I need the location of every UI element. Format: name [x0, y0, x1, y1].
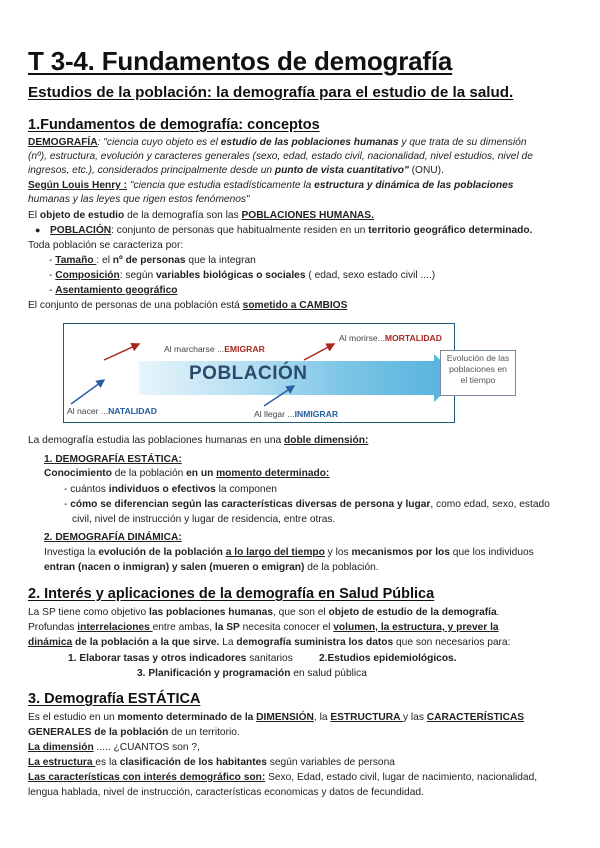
dynamic-line-2: entran (nacen o inmigran) y salen (mueren o emigran) de la población. [44, 562, 379, 573]
s2-line-4b: 2.Estudios epidemiológicos. [319, 653, 457, 664]
section-3-heading: 3. Demografía ESTÁTICA [28, 691, 201, 707]
s3-line-4: La estructura es la clasificación de los habitantes según variables de persona [28, 757, 395, 768]
inmigrar-label: Al llegar ...INMIGRAR [254, 409, 339, 419]
mortalidad-arrow [304, 344, 334, 360]
s1-line-11: - Asentamiento geográfico [49, 285, 178, 296]
s1-line-6: El objeto de estudio de la demografía son las POBLACIONES HUMANAS. [28, 210, 374, 221]
static-line-3: - cómo se diferencian según las características diversas de persona y lugar, como edad, sexo, estado [64, 499, 550, 510]
s3-line-3: La dimensión ..... ¿CUANTOS son ?, [28, 742, 200, 753]
s1-line-3: ingresos, etc.), considerados principalmente desde un punto de vista cuantitativo" (ONU). [28, 165, 444, 176]
s2-line-4: 1. Elaborar tasas y otros indicadores sanitarios [68, 653, 293, 664]
bullet: ● [35, 225, 41, 235]
population-diagram [63, 323, 455, 423]
s1-line-5: humanas y las leyes que rigen estos fenómenos" [28, 194, 250, 205]
emigrar-label: Al marcharse ...EMIGRAR [164, 344, 265, 354]
section-2-heading: 2. Interés y aplicaciones de la demografía en Salud Pública [28, 586, 435, 602]
static-line-4: civil, nivel de instrucción y lugar de residencia, entre otras. [72, 514, 336, 525]
s3-line-2: GENERALES de la población de un territorio. [28, 727, 240, 738]
s1-line-10: - Composición: según variables biológicas o sociales ( edad, sexo estado civil ....) [49, 270, 436, 281]
s1-line-8: Toda población se caracteriza por: [28, 240, 184, 251]
s1-line-1: DEMOGRAFÍA: "ciencia cuyo objeto es el estudio de las poblaciones humanas y que trata de su dimensión [28, 137, 527, 148]
natalidad-arrow [71, 380, 104, 404]
dynamic-line-1: Investiga la evolución de la población a lo largo del tiempo y los mecanismos por los que los individuos [44, 547, 534, 558]
s2-line-3: dinámica de la población a la que sirve. La demografía suministra los datos que son necesarios para: [28, 637, 511, 648]
s3-line-6: lengua hablada, nivel de instrucción, características economicas y datos de fecundidad. [28, 787, 424, 798]
s3-line-1: Es el estudio en un momento determinado de la DIMENSIÓN, la ESTRUCTURA y las CARACTERÍSTICAS [28, 712, 525, 723]
dynamic-heading: 2. DEMOGRAFÍA DINÁMICA: [44, 532, 182, 543]
mortalidad-label: Al morirse...MORTALIDAD [339, 333, 442, 343]
s2-line-5: 3. Planificación y programación en salud pública [137, 668, 367, 679]
page-subtitle: Estudios de la población: la demografía para el estudio de la salud. [28, 84, 514, 101]
inmigrar-arrow [264, 386, 294, 406]
emigrar-arrow [104, 344, 139, 360]
static-heading: 1. DEMOGRAFÍA ESTÁTICA: [44, 454, 182, 465]
s1-line-4: Según Louis Henry : "ciencia que estudia estadísticamente la estructura y dinámica de las poblaciones [28, 180, 514, 191]
s1-line-2: (nº), estructura, evolución y caracteres generales (sexo, edad, estado civil, nacionalidad, nivel estudios, nivel de [28, 151, 533, 162]
s1-line-9: - Tamaño : el nº de personas que la integran [49, 255, 256, 266]
natalidad-label: Al nacer ...NATALIDAD [67, 406, 157, 416]
page-title: T 3-4. Fundamentos de demografía [28, 46, 453, 76]
s2-line-2: Profundas interrelaciones entre ambas, la SP necesita conocer el volumen, la estructura, y prever la [28, 622, 499, 633]
section-1-heading: 1.Fundamentos de demografía: conceptos [28, 117, 320, 133]
s1-line-7: POBLACIÓN: conjunto de personas que habitualmente residen en un territorio geográfico determinado. [50, 225, 533, 236]
evolution-box: Evolución de las poblaciones en el tiempo [440, 350, 516, 396]
s2-line-1: La SP tiene como objetivo las poblaciones humanas, que son el objeto de estudio de la demografía. [28, 607, 500, 618]
s3-line-5: Las características con interés demográfico son: Sexo, Edad, estado civil, lugar de nacimiento, nacionalidad, [28, 772, 538, 783]
s1-line-12: El conjunto de personas de una población está sometido a CAMBIOS [28, 300, 348, 311]
static-line-2: - cuántos individuos o efectivos la componen [64, 484, 277, 495]
dim-intro: La demografía estudia las poblaciones humanas en una doble dimensión: [28, 435, 369, 446]
static-line-1: Conocimiento de la población en un momento determinado: [44, 468, 330, 479]
population-label: POBLACIÓN [189, 363, 308, 384]
